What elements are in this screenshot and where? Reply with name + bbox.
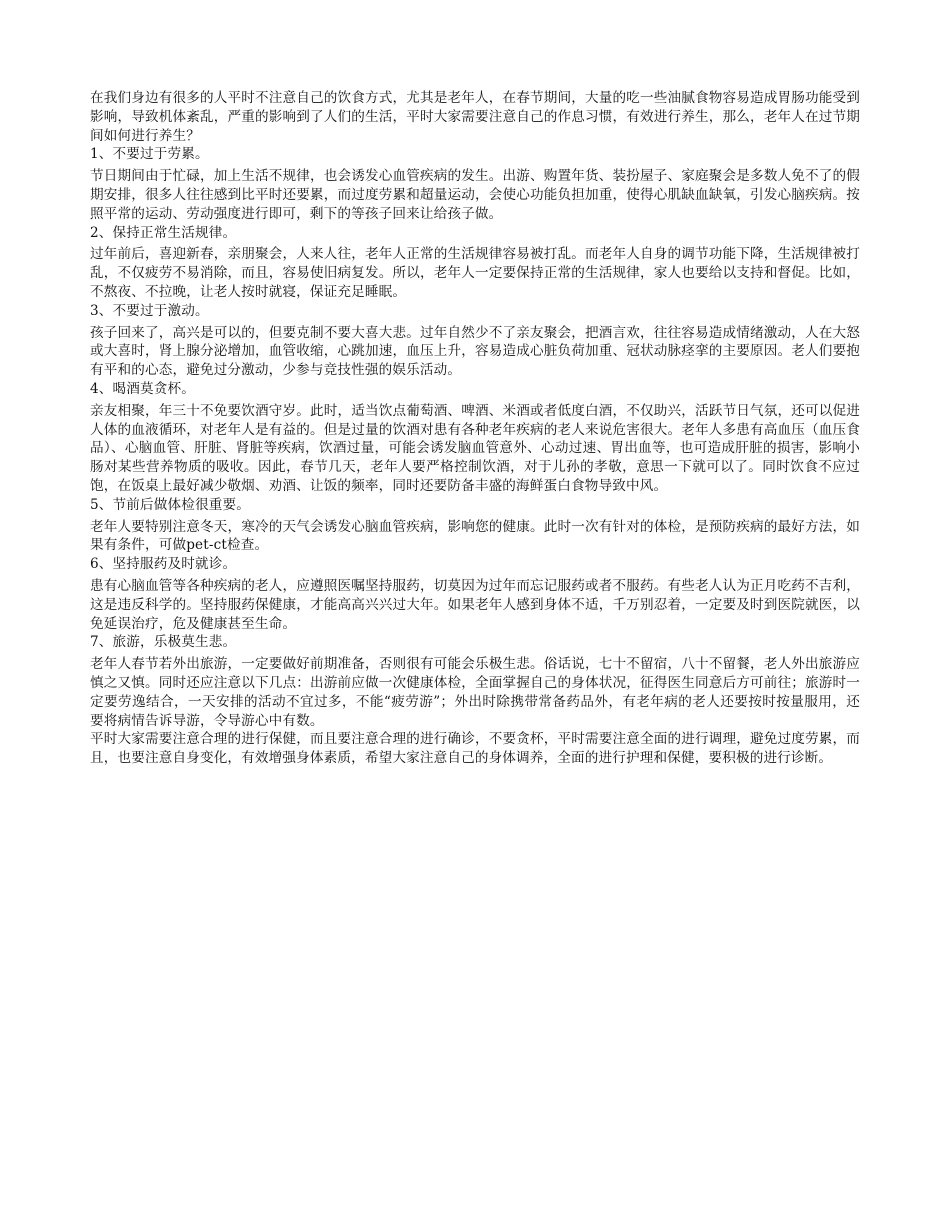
section-body-5: 老年人要特别注意冬天，寒冷的天气会诱发心脑血管疾病，影响您的健康。此时一次有针对的体检，是预防疾病的最好方法，如果有条件，可做pet-ct检查。 bbox=[90, 518, 860, 554]
section-body-4: 亲友相聚，年三十不免要饮酒守岁。此时，适当饮点葡萄酒、啤酒、米酒或者低度白酒，不仅助兴，活跃节日气氛，还可以促进人体的血液循环，对老年人是有益的。但是过量的饮酒对患有各种老年疾病的老人来说危害很大。老年人多患有高血压（血压食品）、心脑血管、肝脏、肾脏等疾病，饮酒过量，可能会诱发脑血管意外、心动过速、胃出血等，也可造成肝脏的损害，影响小肠对某些营养物质的吸收。因此，春节几天，老年人要严格控制饮酒，对于儿孙的孝敬，意思一下就可以了。同时饮食不应过饱，在饭桌上最好减少敬烟、劝酒、让饭的频率，同时还要防备丰盛的海鲜蛋白食物导致中风。 bbox=[90, 402, 860, 494]
section-heading-1: 1、不要过于劳累。 bbox=[90, 146, 209, 163]
section-body-6: 患有心脑血管等各种疾病的老人，应遵照医嘱坚持服药，切莫因为过年而忘记服药或者不服药。有些老人认为正月吃药不吉利，这是违反科学的。坚持服药保健康，才能高高兴兴过大年。如果老年人感到身体不适，千万别忍着，一定要及时到医院就医，以免延误治疗，危及健康甚至生命。 bbox=[90, 577, 860, 632]
section-heading-6: 6、坚持服药及时就诊。 bbox=[90, 556, 237, 573]
section-heading-5: 5、节前后做体检很重要。 bbox=[90, 496, 250, 513]
section-heading-3: 3、不要过于激动。 bbox=[90, 302, 209, 319]
section-heading-2: 2、保持正常生活规律。 bbox=[90, 224, 237, 241]
section-heading-7: 7、旅游，乐极莫生悲。 bbox=[90, 634, 237, 651]
section-heading-4: 4、喝酒莫贪杯。 bbox=[90, 380, 196, 397]
section-body-1: 节日期间由于忙碌，加上生活不规律，也会诱发心血管疾病的发生。出游、购置年货、装扮屋子、家庭聚会是多数人免不了的假期安排，很多人往往感到比平时还要累，而过度劳累和超量运动，会使心功能负担加重，使得心肌缺血缺氧，引发心脑疾病。按照平常的运动、劳动强度进行即可，剩下的等孩子回来让给孩子做。 bbox=[90, 168, 860, 222]
conclusion-paragraph: 平时大家需要注意合理的进行保健，而且要注意合理的进行确诊，不要贪杯，平时需要注意全面的进行调理，避免过度劳累，而且，也要注意自身变化，有效增强身体素质，希望大家注意自己的身体调养，全面的进行护理和保健，要积极的进行诊断。 bbox=[90, 731, 860, 767]
section-body-3: 孩子回来了，高兴是可以的，但要克制不要大喜大悲。过年自然少不了亲友聚会，把酒言欢，往往容易造成情绪激动，人在大怒或大喜时，肾上腺分泌增加，血管收缩，心跳加速，血压上升，容易造成心脏负荷加重、冠状动脉痉挛的主要原因。老人们要抱有平和的心态，避免过分激动，少参与竞技性强的娱乐活动。 bbox=[90, 324, 860, 379]
section-body-2: 过年前后，喜迎新春，亲朋聚会，人来人往，老年人正常的生活规律容易被打乱。而老年人自身的调节功能下降，生活规律被打乱，不仅疲劳不易消除，而且，容易使旧病复发。所以，老年人一定要保持正常的生活规律，家人也要给以支持和督促。比如，不熬夜、不拉晚，让老人按时就寝，保证充足睡眠。 bbox=[90, 246, 860, 300]
intro-paragraph: 在我们身边有很多的人平时不注意自己的饮食方式，尤其是老年人，在春节期间，大量的吃一些油腻食物容易造成胃肠功能受到影响，导致机体紊乱，严重的影响到了人们的生活，平时大家需要注意自己的作息习惯，有效进行养生，那么，老年人在过节期间如何进行养生？ bbox=[90, 90, 860, 144]
article-body bbox=[90, 89, 860, 768]
section-body-7: 老年人春节若外出旅游，一定要做好前期准备，否则很有可能会乐极生悲。俗话说，七十不留宿，八十不留餐，老人外出旅游应慎之又慎。同时还应注意以下几点：出游前应做一次健康体检，全面掌握自己的身体状况，征得医生同意后方可前往；旅游时一定要劳逸结合，一天安排的活动不宜过多，不能“疲劳游”；外出时除携带常备药品外，有老年病的老人还要按时按量服用，还要将病情告诉导游，令导游心中有数。 bbox=[90, 656, 860, 729]
